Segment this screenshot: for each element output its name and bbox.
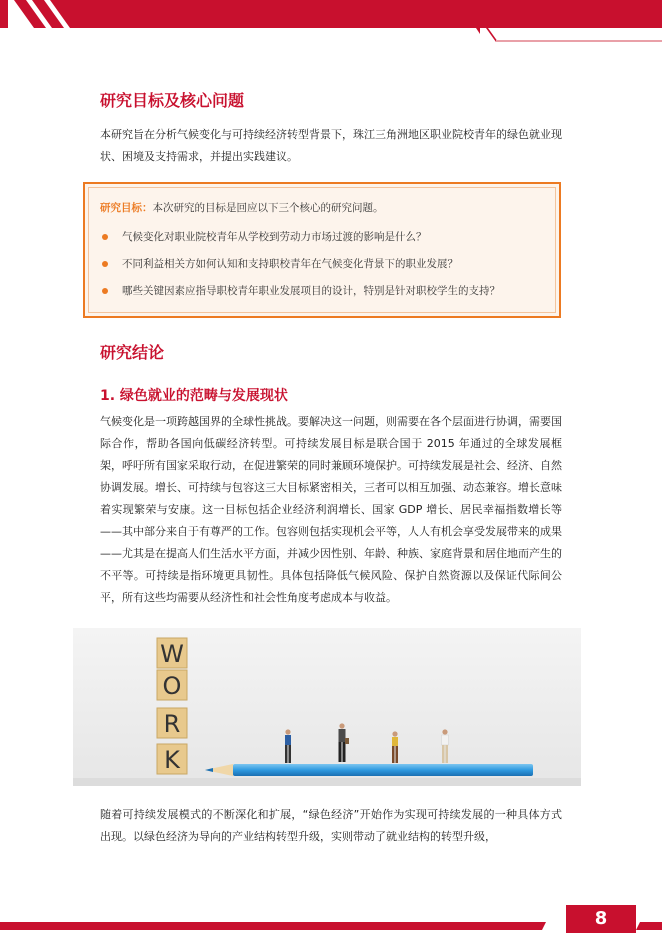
green-jobs-paragraph: 气候变化是一项跨越国界的全球性挑战。要解决这一问题，则需要在各个层面进行协调，需要国际合作，帮助各国向低碳经济转型。可持续发展目标是联合国于 2015 年通过的全球发展框架，呼吁所有国家采取行动，在促进繁荣的同时兼顾环境保护。可持续发展是社会、经济、自然协调发展。增长、可持续与包容这三大目标紧密相关，三者可以相互加强、动态兼容。增长意味着实现繁荣与安康。这一目标包括企业经济利润增长、国家 GDP 增长、居民幸福指数增长等——其中部分来自于有尊严的工作。包容则包括实现机会平等，人人有机会享受发展带来的成果——尤其是在提高人们生活水平方面，并减少因性别、年龄、种族、家庭背景和居住地而产生的不平等。可持续是指环境更具韧性。具体包括降低气候风险、保护自然资源以及保证代际间公平，所有这些均需要从经济性和社会性角度考虑成本与收益。 [100, 415, 562, 604]
header-decoration [0, 0, 662, 42]
goal-text: 本次研究的目标是回应以下三个核心的研究问题。 [152, 202, 384, 214]
goal-label: 研究目标： [100, 202, 153, 214]
section-title-objectives: 研究目标及核心问题 [100, 91, 245, 110]
blue-pencil [205, 764, 533, 776]
bullet-icon [102, 288, 108, 294]
objectives-intro: 本研究旨在分析气候变化与可持续经济转型背景下，珠江三角洲地区职业院校青年的绿色就业现状、困境及支持需求，并提出实践建议。 [100, 128, 562, 163]
block-letter-k: K [164, 746, 180, 774]
block-letter-w: W [160, 640, 184, 668]
list-item [100, 284, 555, 311]
work-blocks-photo [73, 628, 581, 786]
block-letter-o: O [162, 672, 182, 700]
question-text: 哪些关键因素应指导职校青年职业发展项目的设计，特别是针对职校学生的支持？ [122, 285, 500, 297]
question-list [100, 230, 555, 311]
list-item [100, 230, 555, 257]
block-letter-r: R [163, 710, 181, 738]
subsection-title-green-jobs: 1. 绿色就业的范畴与发展现状 [100, 388, 288, 404]
section-title-conclusions: 研究结论 [100, 343, 165, 362]
research-goal-box [83, 182, 561, 318]
bullet-icon [102, 234, 108, 240]
question-text: 不同利益相关方如何认知和支持职校青年在气候变化背景下的职业发展？ [122, 258, 458, 270]
list-item [100, 257, 555, 284]
page-number: 8 [566, 905, 636, 933]
goal-intro [100, 200, 550, 215]
closing-paragraph: 随着可持续发展模式的不断深化和扩展，“绿色经济”开始作为实现可持续发展的一种具体方式出现。以绿色经济为导向的产业结构转型升级，实则带动了就业结构的转型升级， [100, 808, 562, 843]
bullet-icon [102, 261, 108, 267]
question-text: 气候变化对职业院校青年从学校到劳动力市场过渡的影响是什么？ [122, 231, 427, 243]
footer-decoration [0, 896, 662, 936]
